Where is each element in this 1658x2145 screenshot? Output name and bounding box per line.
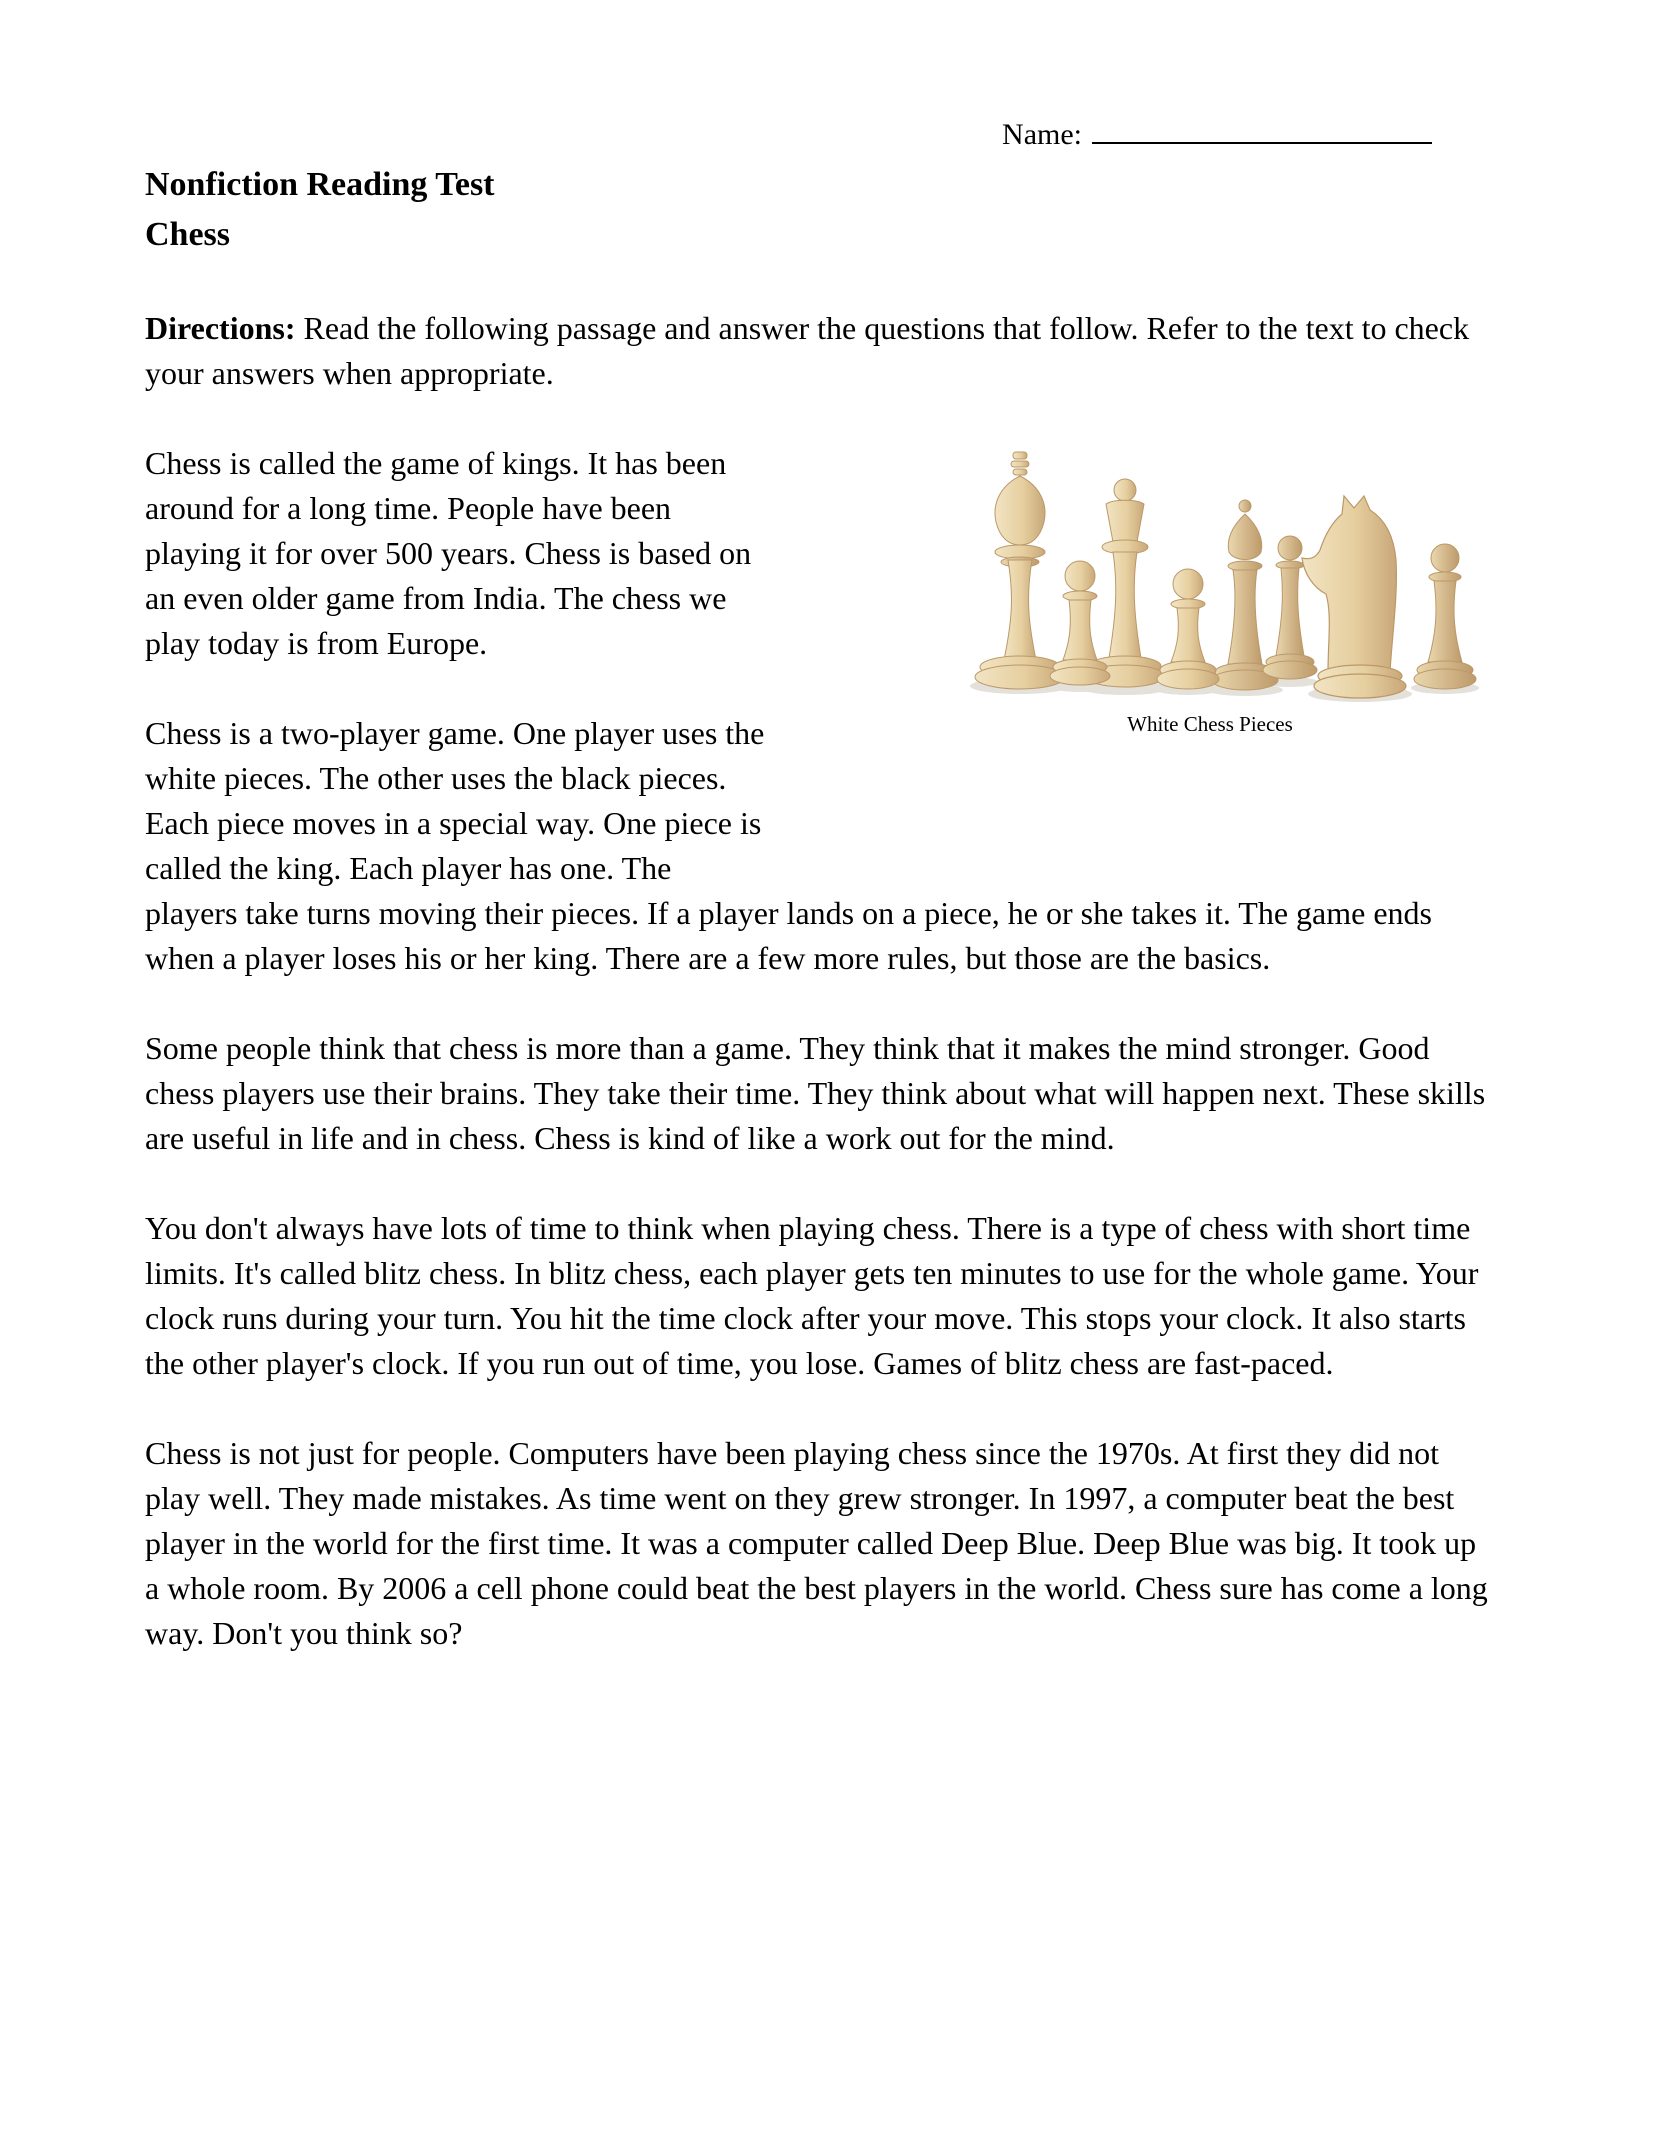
king-piece [975, 452, 1065, 689]
directions-text: Read the following passage and answer the questions that follow. Refer to the text to check your answers when appropriate. [145, 310, 1470, 391]
title-line-2: Chess [145, 216, 231, 253]
passage-paragraph-1: Chess is called the game of kings. It has been around for a long time. People have been playing it for over 500 years. Chess is based on an even older game from India. The chess we play today is from Europe. [145, 445, 752, 661]
directions-paragraph [145, 306, 1490, 396]
passage-paragraph-2: Chess is a two-player game. One player uses the white pieces. The other uses the black pieces. Each piece moves in a special way. One piece is called the king. Each player has one. The players take turns moving their pieces. If a player lands on a piece, he or she takes it. The game ends when a player loses his or her king. There are a few more rules, but those are the basics. [145, 715, 1432, 976]
passage-paragraph-4: You don't always have lots of time to think when playing chess. There is a type of chess with short time limits. It's called blitz chess. In blitz chess, each player gets ten minutes to use for the whole game. Your clock runs during your turn. You hit the time clock after your move. This stops your clock. It also starts the other player's clock. If you run out of time, you lose. Games of blitz chess are fast-paced. [145, 1210, 1479, 1381]
pawn-piece [1157, 569, 1219, 689]
queen-piece [1085, 479, 1165, 687]
title-line-1: Nonfiction Reading Test [145, 166, 495, 203]
front-pawn-piece [1050, 561, 1110, 685]
right-pawn-piece [1414, 544, 1476, 689]
name-label: Name: [1002, 118, 1082, 151]
passage-paragraph-5: Chess is not just for people. Computers have been playing chess since the 1970s. At first they did not play well. They made mistakes. As time went on they grew stronger. In 1997, a computer beat the best player in the world for the first time. It was a computer called Deep Blue. Deep Blue was big. It took up a whole room. By 2006 a cell phone could beat the best players in the world. Chess sure has come a long way. Don't you think so? [145, 1435, 1488, 1651]
name-row [145, 112, 1490, 156]
directions-label: Directions: [145, 310, 296, 346]
back-pawn-piece [1263, 536, 1317, 679]
chess-pieces-image [930, 446, 1490, 706]
chess-pieces-figure [930, 446, 1490, 738]
knight-piece [1302, 496, 1406, 698]
page-title [145, 160, 1490, 260]
passage-paragraph-3: Some people think that chess is more than a game. They think that it makes the mind stronger. Good chess players use their brains. They take their time. They think about what will happen next. These skills are useful in life and in chess. Chess is kind of like a work out for the mind. [145, 1030, 1486, 1156]
name-fill-line [1092, 112, 1432, 144]
figure-caption: White Chess Pieces [1127, 712, 1293, 736]
